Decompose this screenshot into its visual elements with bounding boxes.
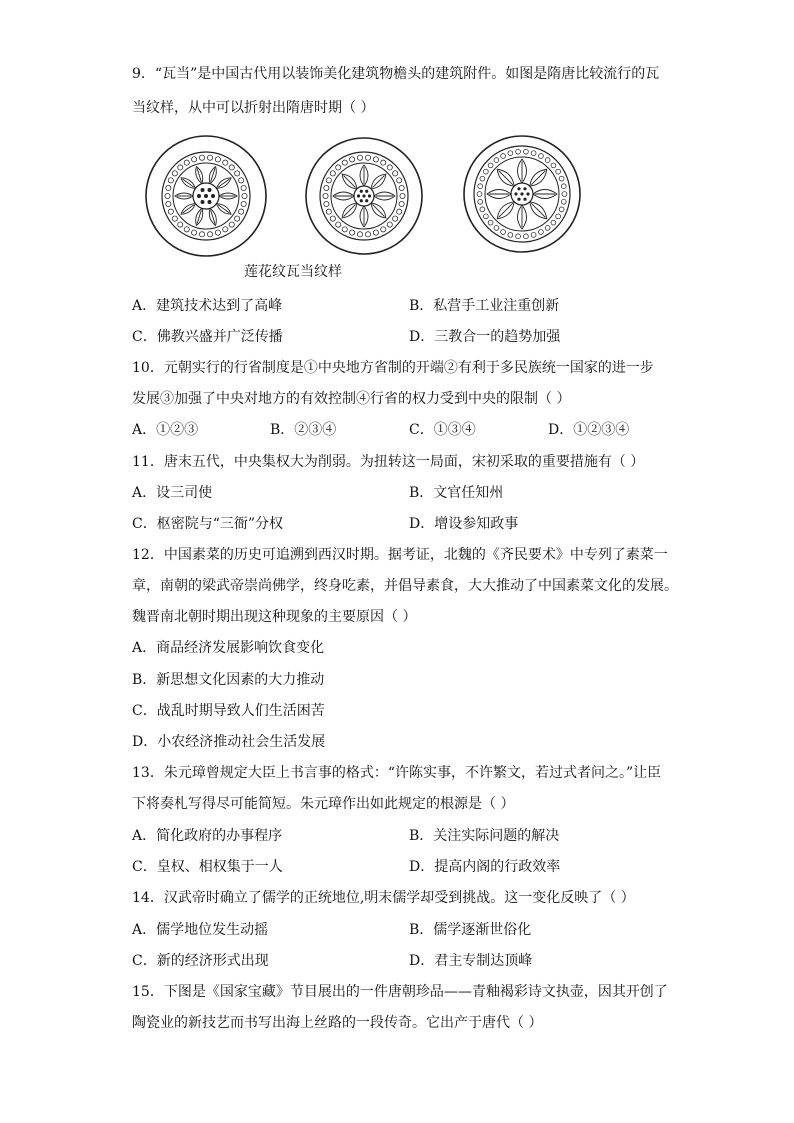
q11-option-b[interactable]: B．文官任知州 (409, 485, 504, 501)
q9-option-b[interactable]: B．私营手工业注重创新 (409, 298, 560, 314)
q12-option-c[interactable]: C．战乱时期导致人们生活困苦 (132, 703, 325, 719)
lotus-tile-1 (146, 136, 266, 256)
q13-stem-line1: 13．朱元璋曾规定大臣上书言事的格式：“许陈实事，不许繁文，若过式者问之。”让臣 (132, 765, 662, 781)
q12-stem-line3: 魏晋南北朝时期出现这种现象的主要原因（ ） (132, 609, 417, 625)
lotus-tile-3 (464, 136, 580, 252)
q13-option-a[interactable]: A．简化政府的办事程序 (132, 828, 283, 844)
lotus-tile-figure (140, 134, 610, 264)
q14-option-a[interactable]: A．儒学地位发生动摇 (132, 922, 269, 938)
q10-stem-line1: 10．元朝实行的行省制度是①中央地方省制的开端②有利于多民族统一国家的进一步 (132, 360, 654, 376)
q11-option-c[interactable]: C．枢密院与“三衙”分权 (132, 516, 284, 532)
q12-stem-line2: 章，南朝的梁武帝崇尚佛学，终身吃素，并倡导素食，大大推动了中国素菜文化的发展。 (132, 578, 678, 594)
q15-stem-line1: 15．下图是《国家宝藏》节目展出的一件唐朝珍品——青釉褐彩诗文执壶，因其开创了 (132, 984, 668, 1000)
q10-stem-line2: 发展③加强了中央对地方的有效控制④行省的权力受到中央的限制（ ） (132, 391, 571, 407)
q9-option-c[interactable]: C．佛教兴盛并广泛传播 (132, 329, 283, 345)
q10-option-a[interactable]: A．①②③ (132, 422, 199, 438)
q14-option-c[interactable]: C．新的经济形式出现 (132, 953, 269, 969)
q14-stem-line1: 14．汉武帝时确立了儒学的正统地位,明末儒学却受到挑战。这一变化反映了（ ） (132, 890, 635, 906)
q14-option-b[interactable]: B．儒学逐渐世俗化 (409, 922, 532, 938)
q10-option-b[interactable]: B．②③④ (270, 422, 337, 438)
q9-option-a[interactable]: A．建筑技术达到了高峰 (132, 298, 283, 314)
q12-option-d[interactable]: D．小农经济推动社会生活发展 (132, 734, 326, 750)
q12-option-b[interactable]: B．新思想文化因素的大力推动 (132, 672, 325, 688)
q13-option-d[interactable]: D．提高内阁的行政效率 (409, 859, 561, 875)
q13-stem-line2: 下将奏札写得尽可能简短。朱元璋作出如此规定的根源是（ ） (132, 796, 515, 812)
q11-option-a[interactable]: A．设三司使 (132, 485, 213, 501)
lotus-tile-2 (306, 138, 422, 254)
q9-stem-line2: 当纹样，从中可以折射出隋唐时期（ ） (132, 100, 375, 116)
figure-caption: 莲花纹瓦当纹样 (244, 264, 342, 280)
q9-option-d[interactable]: D．三教合一的趋势加强 (409, 329, 561, 345)
q9-stem-line1: 9．“瓦当”是中国古代用以装饰美化建筑物檐头的建筑附件。如图是隋唐比较流行的瓦 (132, 66, 660, 82)
q12-stem-line1: 12．中国素菜的历史可追溯到西汉时期。据考证，北魏的《齐民要术》中专列了素菜一 (132, 547, 668, 563)
q13-option-b[interactable]: B．关注实际问题的解决 (409, 828, 560, 844)
q10-option-c[interactable]: C．①③④ (409, 422, 476, 438)
q12-option-a[interactable]: A．商品经济发展影响饮食变化 (132, 640, 325, 656)
q13-option-c[interactable]: C．皇权、相权集于一人 (132, 859, 283, 875)
q11-stem-line1: 11．唐末五代，中央集权大为削弱。为扭转这一局面，宋初采取的重要措施有（ ） (132, 454, 645, 470)
q15-stem-line2: 陶瓷业的新技艺而书写出海上丝路的一段传奇。它出产于唐代（ ） (132, 1015, 543, 1031)
q14-option-d[interactable]: D．君主专制达顶峰 (409, 953, 533, 969)
q11-option-d[interactable]: D．增设参知政事 (409, 516, 519, 532)
q10-option-d[interactable]: D．①②③④ (548, 422, 630, 438)
